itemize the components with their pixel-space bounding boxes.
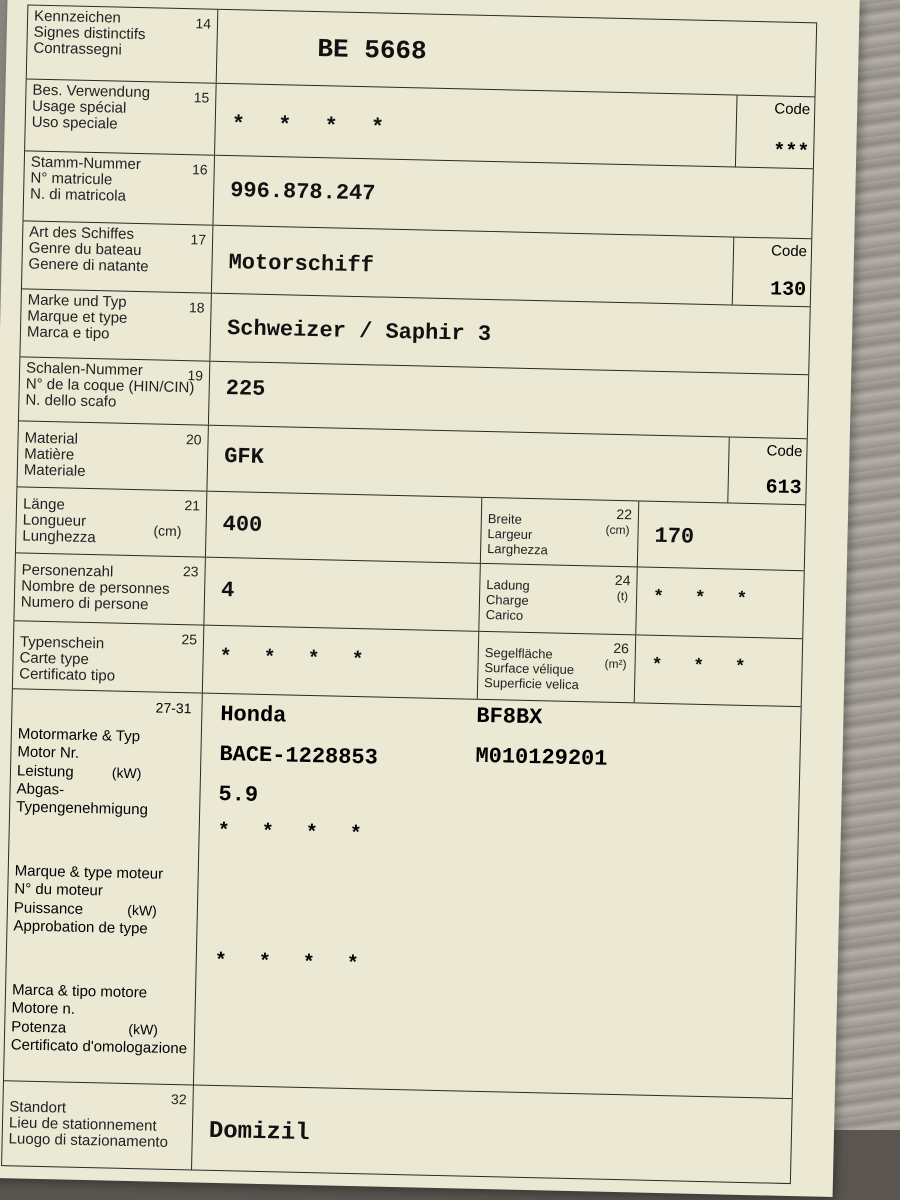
field-number: 24: [614, 571, 631, 589]
code-value: 613: [765, 476, 802, 501]
registration-mark: BE 5668: [317, 34, 427, 67]
unit-label: (kW): [111, 764, 142, 782]
form-grid: [1, 4, 817, 1184]
boat-type-value: Motorschiff: [228, 250, 375, 279]
code-label: Code: [774, 100, 811, 119]
label-fr: Nombre de personnes: [21, 577, 170, 598]
field-21-label: [16, 487, 207, 556]
field-20-label: [17, 421, 208, 490]
label-de-number: Motor Nr.: [17, 743, 80, 762]
hull-number-value: 225: [225, 376, 266, 402]
label-it: Superficie velica: [483, 674, 579, 693]
field-17-label: [22, 221, 213, 292]
field-25-26: [203, 626, 802, 707]
label-fr-approval: Approbation de type: [13, 917, 148, 938]
field-14-label: [27, 5, 219, 82]
special-use-value: * * * *: [231, 112, 395, 141]
field-19-label: [19, 357, 210, 424]
label-fr: Surface vélique: [484, 659, 575, 678]
field-22-label: [480, 498, 639, 567]
sail-area-value: * * *: [651, 655, 756, 679]
label-de-brand: Motormarke & Typ: [17, 725, 141, 746]
field-32-row: [2, 1081, 792, 1183]
label-de: Ladung: [486, 577, 530, 593]
code-value: 130: [769, 278, 807, 303]
label-de: Bes. Verwendung: [32, 81, 151, 102]
code-box-15: [735, 96, 815, 169]
motor-power: 5.9: [218, 781, 259, 808]
field-number: 25: [181, 631, 198, 648]
code-label: Code: [770, 242, 808, 261]
field-23-label: [14, 553, 205, 624]
load-value: * * *: [652, 587, 758, 611]
field-number: 26: [613, 639, 630, 657]
label-fr: Charge: [485, 592, 529, 608]
label-fr: Longueur: [22, 511, 87, 530]
matriculation-number: 996.878.247: [229, 178, 376, 207]
label-fr: Marque et type: [27, 307, 128, 327]
label-it: Certificato tipo: [19, 665, 116, 685]
label-it: Carico: [485, 607, 524, 623]
label-it: N. di matricola: [29, 185, 127, 205]
persons-value: 4: [220, 577, 235, 604]
field-number: 21: [184, 497, 201, 514]
width-value: 170: [654, 523, 695, 550]
motor-values: [194, 694, 801, 1098]
motor-row: [4, 689, 801, 1099]
location-value: Domizil: [208, 1117, 310, 1148]
field-number: 23: [182, 563, 199, 580]
field-number: 14: [195, 15, 212, 32]
field-number: 19: [187, 367, 204, 384]
label-it-approval: Certificato d'omologazione: [10, 1036, 188, 1058]
label-it: N. dello scafo: [25, 391, 117, 411]
field-23-24: [204, 558, 803, 639]
label-fr: Carte type: [19, 649, 89, 669]
label-de: Marke und Typ: [27, 291, 127, 311]
field-24-label: [478, 564, 637, 635]
label-fr-number: N° du moteur: [14, 880, 104, 900]
label-de: Art des Schiffes: [29, 223, 135, 243]
field-number: 18: [188, 299, 205, 316]
unit-label: (cm): [153, 522, 182, 540]
label-de: Kennzeichen: [33, 7, 122, 27]
label-fr: Usage spécial: [31, 97, 127, 117]
code-box-20: [727, 437, 806, 504]
label-de-approval: Abgas-Typengenehmigung: [16, 780, 149, 819]
label-it-number: Motore n.: [11, 999, 76, 1018]
label-it: Larghezza: [487, 541, 549, 558]
label-de: Material: [24, 429, 79, 448]
type-certificate-value: * * * *: [219, 645, 374, 673]
label-de: Schalen-Nummer: [25, 359, 144, 380]
label-it: Contrassegni: [33, 39, 122, 59]
field-number: 22: [616, 505, 633, 523]
label-fr: Signes distinctifs: [33, 23, 146, 44]
label-it: Luogo di stazionamento: [8, 1130, 169, 1151]
unit-label: (kW): [127, 901, 157, 919]
label-fr: Genre du bateau: [28, 239, 142, 260]
label-it-power: Potenza: [11, 1018, 67, 1037]
code-box-17: [732, 238, 812, 307]
unit-label: (t): [616, 588, 629, 604]
label-de: Länge: [22, 495, 65, 514]
motor-stars-fr: * * * *: [217, 819, 372, 847]
label-it: Genere di natante: [28, 255, 149, 276]
label-fr: Matière: [24, 445, 75, 464]
motor-number-2: M010129201: [475, 743, 608, 772]
field-number: 15: [193, 89, 210, 106]
label-it: Uso speciale: [31, 113, 118, 133]
label-de: Standort: [9, 1098, 67, 1117]
label-de: Stamm-Nummer: [30, 153, 142, 174]
field-26-label: [477, 632, 636, 703]
field-16-label: [24, 151, 216, 224]
code-label: Code: [766, 442, 803, 461]
field-18-label: [20, 289, 211, 360]
label-it: Lunghezza: [22, 527, 96, 547]
label-fr-brand: Marque & type moteur: [14, 862, 164, 883]
motor-brand: Honda: [220, 702, 287, 729]
label-de: Breite: [487, 511, 522, 527]
label-de: Segelfläche: [484, 644, 553, 662]
motor-number: BACE-1228853: [219, 742, 379, 771]
label-fr: N° de la coque (HIN/CIN): [25, 375, 195, 397]
label-it: Marca e tipo: [26, 323, 110, 343]
field-number: 27-31: [155, 699, 192, 717]
label-fr: Lieu de stationnement: [8, 1114, 157, 1135]
motor-stars-it: * * * *: [214, 949, 369, 977]
field-number: 32: [170, 1090, 187, 1108]
field-32-label: [2, 1081, 194, 1169]
make-model-value: Schweizer / Saphir 3: [226, 316, 492, 348]
label-de: Personenzahl: [21, 561, 114, 581]
label-it: Numero di persone: [20, 593, 149, 614]
label-de: Typenschein: [19, 633, 105, 653]
motor-type: BF8BX: [476, 703, 543, 731]
label-fr-power: Puissance: [13, 899, 84, 918]
field-number: 17: [190, 231, 207, 248]
code-value: ***: [772, 140, 810, 165]
unit-label: (kW): [128, 1021, 159, 1038]
label-fr: N° matricule: [30, 169, 113, 189]
material-value: GFK: [223, 444, 265, 470]
label-it-brand: Marca & tipo motore: [11, 981, 148, 1002]
field-15-label: [25, 79, 217, 154]
label-de-power: Leistung: [16, 762, 74, 781]
motor-label: [4, 689, 203, 1084]
field-number: 20: [185, 431, 202, 448]
field-25-label: [13, 621, 204, 692]
unit-label: (cm): [605, 522, 630, 538]
unit-label: (m²): [604, 656, 627, 672]
field-number: 16: [191, 161, 208, 178]
label-it: Materiale: [23, 461, 86, 480]
length-value: 400: [222, 512, 263, 538]
label-fr: Largeur: [487, 526, 533, 543]
field-21-22: [206, 492, 805, 571]
